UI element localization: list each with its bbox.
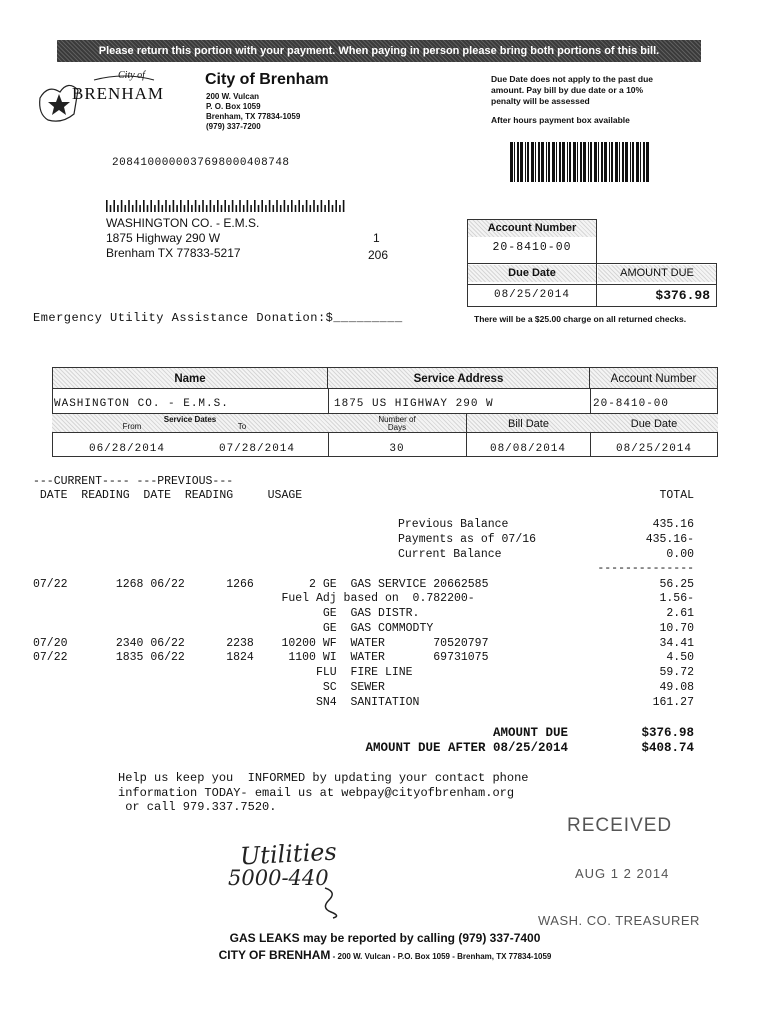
- charge-amount: 56.25: [659, 578, 694, 591]
- logo-big-text: BRENHAM: [72, 84, 165, 103]
- help-line-3: or call 979.337.7520.: [118, 800, 277, 814]
- due-notice-line3: penalty will be assessed: [491, 96, 590, 106]
- received-stamp: RECEIVED: [567, 815, 673, 836]
- treasurer-stamp: WASH. CO. TREASURER: [538, 913, 700, 928]
- charge-line: Fuel Adj based on 0.782200-: [33, 592, 475, 605]
- due-date-notice: [491, 74, 653, 126]
- help-line-1: Help us keep you INFORMED by updating your contact phone: [118, 771, 529, 785]
- customer-code-2: 206: [368, 248, 389, 262]
- charge-line: GE GAS DISTR.: [33, 607, 420, 620]
- days-header: [328, 413, 466, 433]
- charge-line: SC SEWER: [33, 681, 385, 694]
- service-address-value: 1875 US HIGHWAY 290 W: [334, 398, 494, 410]
- amount-due-label: AMOUNT DUE: [598, 265, 716, 282]
- charge-amount: 1.56-: [659, 592, 694, 605]
- charge-amount: 34.41: [659, 637, 694, 650]
- due-notice-line2: amount. Pay bill by due date or a 10%: [491, 85, 644, 95]
- due-date-label: Due Date: [468, 265, 596, 282]
- amount-due-value: $376.98: [655, 288, 710, 303]
- city-address: [206, 92, 300, 132]
- charge-amount: 2.61: [666, 607, 694, 620]
- amount-due-total-label: AMOUNT DUE: [492, 726, 568, 740]
- total-header: TOTAL: [659, 489, 694, 502]
- charge-amount: 49.08: [659, 681, 694, 694]
- payment-barcode: [510, 142, 650, 182]
- balance-label: Current Balance: [398, 548, 502, 561]
- customer-name: WASHINGTON CO. - E.M.S.: [106, 216, 260, 230]
- charge-line: 07/22 1268 06/22 1266 2 GE GAS SERVICE 20662585: [33, 578, 489, 591]
- charge-line: GE GAS COMMODTY: [33, 622, 434, 635]
- return-portion-banner: Please return this portion with your payment. When paying in person please bring both portions of this bill.: [57, 40, 701, 62]
- balance-label: Payments as of 07/16: [398, 533, 537, 546]
- charge-amount: 161.27: [652, 696, 694, 709]
- service-dates-label: Service Dates: [163, 415, 217, 424]
- footer-city: CITY OF BRENHAM: [218, 948, 331, 962]
- name-header: Name: [52, 367, 328, 389]
- balance-value: 0.00: [666, 548, 694, 561]
- to-label: To: [237, 422, 247, 431]
- charge-line: FLU FIRE LINE: [33, 666, 413, 679]
- bill-date-value: 08/08/2014: [489, 443, 566, 455]
- after-hours-notice: After hours payment box available: [491, 115, 630, 125]
- footer-address-text: - 200 W. Vulcan - P.O. Box 1059 - Brenham, TX 77834-1059: [330, 952, 552, 961]
- handwritten-note-2: 5000-440: [228, 866, 329, 890]
- account-number-header: Account Number: [590, 367, 718, 389]
- help-line-2: information TODAY- email us at webpay@cityofbrenham.org: [118, 786, 515, 800]
- city-address-line1: 200 W. Vulcan: [206, 92, 260, 101]
- from-label: From: [122, 422, 142, 431]
- city-address-line2: P. O. Box 1059: [206, 102, 261, 111]
- amount-due-total-value: $376.98: [641, 726, 694, 740]
- charge-line: 07/22 1835 06/22 1824 1100 WI WATER 69731075: [33, 651, 489, 664]
- balance-value: 435.16-: [645, 533, 694, 546]
- customer-code-1: 1: [373, 231, 380, 245]
- account-number-value: 20-8410-00: [492, 241, 572, 254]
- due-notice-line1: Due Date does not apply to the past due: [491, 74, 653, 84]
- gas-leaks-notice: GAS LEAKS may be reported by calling (979) 337-7400: [229, 931, 541, 945]
- service-address-header: Service Address: [328, 367, 590, 389]
- postal-barcode: [106, 199, 351, 213]
- bill-date-header: Bill Date: [466, 413, 590, 433]
- account-number-table-value: 20-8410-00: [593, 398, 670, 410]
- footer-address: [0, 946, 770, 964]
- to-value: 07/28/2014: [218, 443, 295, 455]
- city-phone: (979) 337-7200: [206, 122, 261, 131]
- handwritten-initial-icon: [315, 884, 345, 925]
- charge-line: 07/20 2340 06/22 2238 10200 WF WATER 70520797: [33, 637, 489, 650]
- reading-columns-header-2: DATE READING DATE READING USAGE: [33, 489, 303, 502]
- city-name: City of Brenham: [205, 71, 329, 88]
- account-number-label: Account Number: [468, 220, 596, 237]
- charge-amount: 10.70: [659, 622, 694, 635]
- received-stamp-date: AUG 1 2 2014: [575, 866, 670, 881]
- city-address-line3: Brenham, TX 77834-1059: [206, 112, 301, 121]
- balance-label: Previous Balance: [398, 518, 509, 531]
- days-value: 30: [389, 443, 405, 455]
- charge-line: SN4 SANITATION: [33, 696, 420, 709]
- charge-amount: 4.50: [666, 651, 694, 664]
- reading-columns-header-1: ---CURRENT---- ---PREVIOUS---: [33, 475, 234, 488]
- balance-divider: --------------: [597, 562, 694, 575]
- due-date-header: Due Date: [590, 413, 718, 433]
- logo-small-text: City of: [118, 70, 145, 81]
- customer-street: 1875 Highway 290 W: [106, 231, 221, 245]
- handwritten-note-1: Utilities: [239, 837, 338, 871]
- due-date-table-value: 08/25/2014: [615, 443, 692, 455]
- payment-stub-box: [467, 219, 717, 307]
- scan-line: 2084100000037698000408748: [112, 157, 290, 169]
- charge-amount: 59.72: [659, 666, 694, 679]
- service-dates-header: [52, 413, 328, 433]
- city-logo: [34, 70, 174, 130]
- customer-address: [106, 216, 259, 261]
- due-date-value: 08/25/2014: [493, 289, 570, 301]
- name-value: WASHINGTON CO. - E.M.S.: [54, 398, 229, 410]
- amount-due-after-label: AMOUNT DUE AFTER 08/25/2014: [365, 741, 568, 755]
- from-value: 06/28/2014: [88, 443, 165, 455]
- days-label-2: Days: [387, 423, 407, 432]
- customer-citystate: Brenham TX 77833-5217: [106, 246, 241, 260]
- account-info-table: [52, 367, 718, 457]
- amount-due-after-value: $408.74: [641, 741, 694, 755]
- balance-value: 435.16: [652, 518, 694, 531]
- days-label-1: Number of: [378, 415, 416, 424]
- donation-line[interactable]: Emergency Utility Assistance Donation:$_________: [33, 311, 403, 325]
- returned-checks-notice: There will be a $25.00 charge on all returned checks.: [474, 314, 687, 324]
